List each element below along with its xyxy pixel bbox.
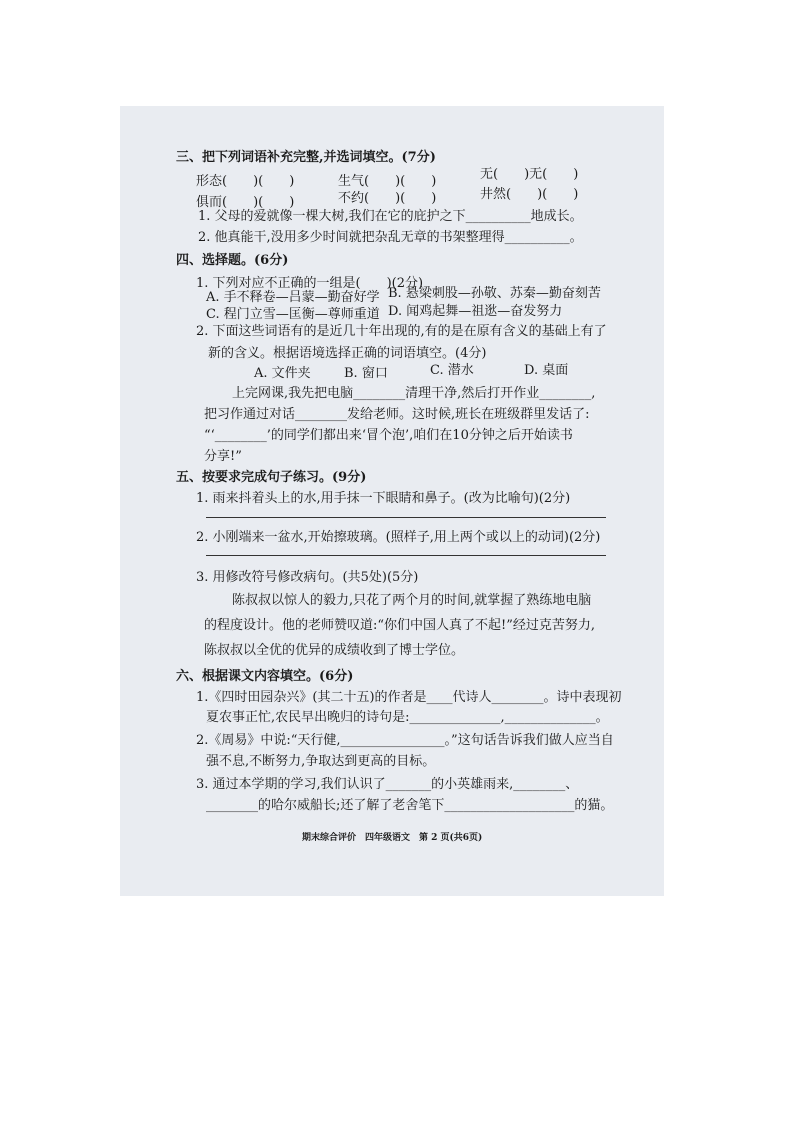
- passage-line-2: 把习作通过对话________发给老师。这时候,班长在班级群里发话了:: [204, 407, 590, 422]
- word-blank-4: 俱而( )( ): [196, 195, 295, 210]
- text-question-2-line2: 强不息,不断努力,争取达到更高的目标。: [206, 754, 436, 769]
- section-3-title: 三、把下列词语补充完整,并选词填空。(7分): [176, 150, 436, 165]
- faulty-passage-line-3: 陈叔叔以全优的优异的成绩收到了博士学位。: [204, 643, 465, 658]
- text-question-3-line2: ________的哈尔威船长;还了解了老舍笔下____________________的猫。: [206, 798, 614, 813]
- choice-question-1: 1. 下列对应不正确的一组是( )(2分): [196, 276, 424, 291]
- word-option-a: A. 文件夹: [254, 366, 311, 381]
- option-b: B. 悬梁刺股—孙敬、苏秦—勤奋刻苦: [388, 286, 601, 301]
- word-blank-1: 形态( )( ): [196, 174, 295, 189]
- fill-question-1: 1. 父母的爱就像一棵大树,我们在它的庇护之下__________地成长。: [198, 209, 583, 224]
- exam-page: [120, 106, 664, 896]
- word-blank-5: 不约( )( ): [338, 191, 437, 206]
- word-option-c: C. 潜水: [430, 363, 474, 378]
- page-footer: 期末综合评价 四年级语文 第 2 页(共6页): [302, 833, 483, 843]
- passage-line-4: 分享!”: [204, 449, 242, 464]
- passage-line-1: 上完网课,我先把电脑________清理干净,然后打开作业________,: [232, 386, 596, 401]
- option-a: A. 手不释卷—吕蒙—勤奋好学: [206, 290, 380, 305]
- answer-line-1: [206, 517, 606, 518]
- option-d: D. 闻鸡起舞—祖逖—奋发努力: [388, 304, 563, 319]
- word-blank-2: 生气( )( ): [338, 174, 437, 189]
- faulty-passage-line-1: 陈叔叔以惊人的毅力,只花了两个月的时间,就掌握了熟练地电脑: [232, 593, 592, 608]
- section-5-title: 五、按要求完成句子练习。(9分): [176, 470, 367, 485]
- sentence-question-3: 3. 用修改符号修改病句。(共5处)(5分): [196, 570, 419, 585]
- text-question-1-line1: 1.《四时田园杂兴》(其二十五)的作者是____代诗人________。诗中表现初: [196, 690, 622, 705]
- word-option-b: B. 窗口: [344, 366, 388, 381]
- section-6-title: 六、根据课文内容填空。(6分): [176, 669, 354, 684]
- option-c: C. 程门立雪—匡衡—尊师重道: [206, 307, 380, 322]
- text-question-3-line1: 3. 通过本学期的学习,我们认识了_______的小英雄雨来,________、: [196, 777, 579, 792]
- passage-line-3: “‘________’的同学们都出来‘冒个泡’,咱们在10分钟之后开始读书: [204, 428, 573, 443]
- section-4-title: 四、选择题。(6分): [176, 253, 289, 268]
- word-blank-3: 无( )无( ): [480, 167, 579, 182]
- sentence-question-2: 2. 小刚端来一盆水,开始擦玻璃。(照样子,用上两个或以上的动词)(2分): [196, 530, 601, 545]
- fill-question-2: 2. 他真能干,没用多少时间就把杂乱无章的书架整理得__________。: [198, 230, 583, 245]
- text-question-2-line1: 2.《周易》中说:“天行健,________________。”这句话告诉我们做人应当自: [196, 733, 614, 748]
- word-option-d: D. 桌面: [524, 363, 569, 378]
- choice-question-2-line2: 新的含义。根据语境选择正确的词语填空。(4分): [208, 346, 487, 361]
- sentence-question-1: 1. 雨来抖着头上的水,用手抹一下眼睛和鼻子。(改为比喻句)(2分): [196, 491, 571, 506]
- word-blank-6: 井然( )( ): [480, 187, 579, 202]
- text-question-1-line2: 夏农事正忙,农民早出晚归的诗句是:______________,______________。: [206, 710, 609, 725]
- choice-question-2-line1: 2. 下面这些词语有的是近几十年出现的,有的是在原有含义的基础上有了: [196, 324, 607, 339]
- answer-line-2: [206, 555, 606, 556]
- faulty-passage-line-2: 的程度设计。他的老师赞叹道:“你们中国人真了不起!”经过克苦努力,: [204, 618, 596, 633]
